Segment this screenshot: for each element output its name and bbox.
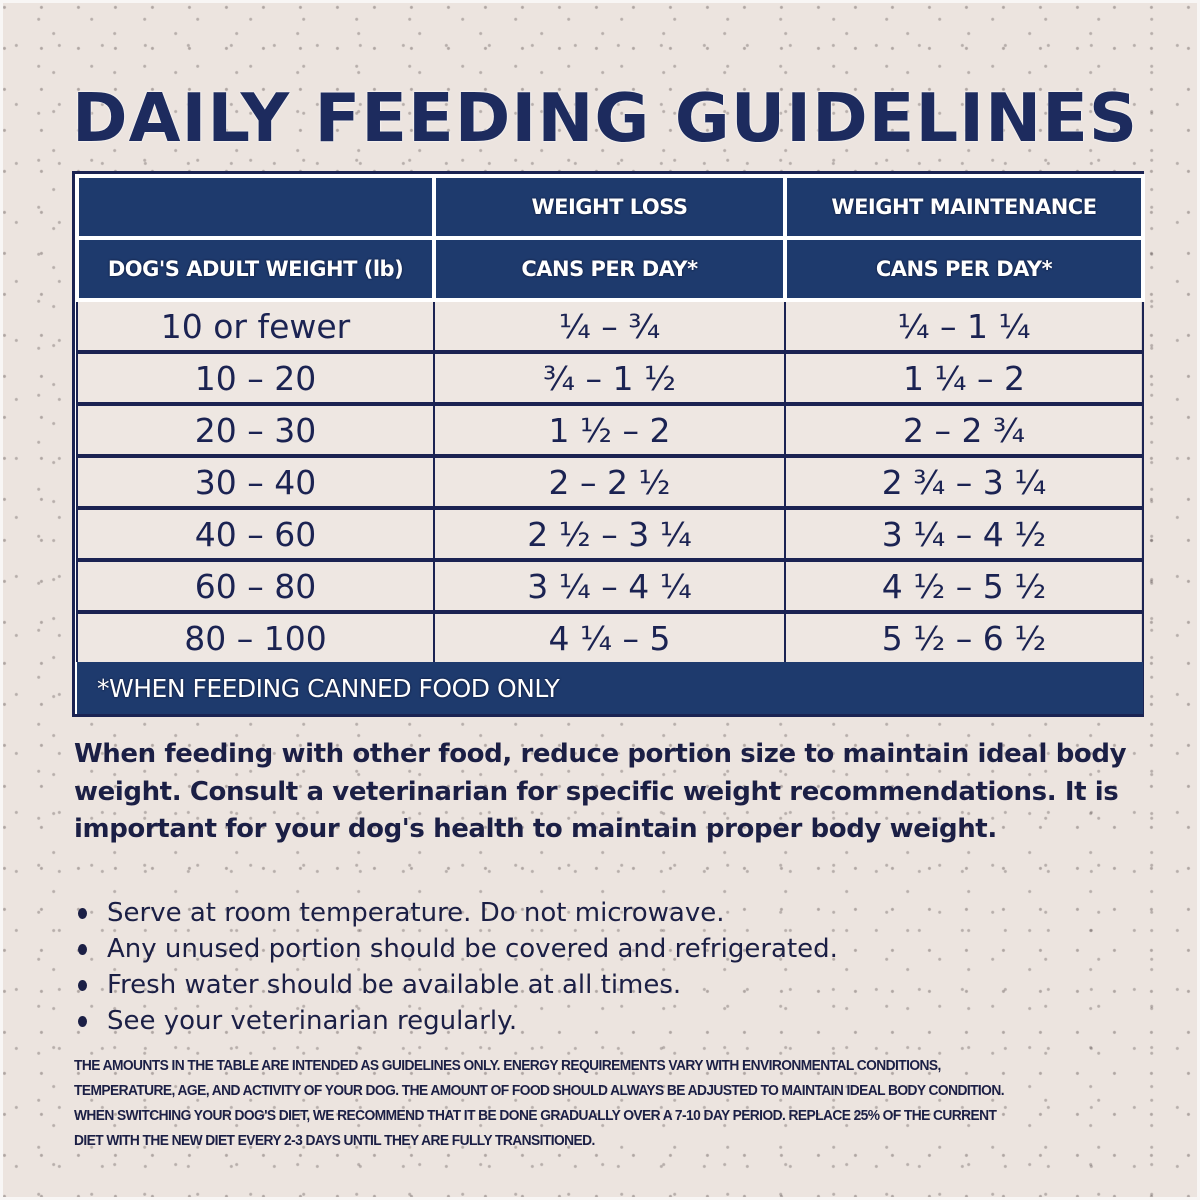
table-row (77, 508, 1143, 560)
list-item (74, 1003, 838, 1039)
weight-loss-cell: 3 ¼ – 4 ¼ (434, 560, 785, 612)
bullet-icon (78, 1016, 87, 1027)
header-cans-per-day-loss: CANS PER DAY* (434, 238, 785, 300)
disclaimer-text: THE AMOUNTS IN THE TABLE ARE INTENDED AS GUIDELINES ONLY. ENERGY REQUIREMENTS VARY WITH ENVIRONMENTAL CONDITIONS, TEMPERATURE, AGE, AND ACTIVITY OF YOUR DOG. THE AMOUNT OF FOOD SHOULD ALWAYS BE ADJUSTED TO MAINTAIN IDEAL BODY CONDITION. WHEN SWITCHING YOUR DOG'S DIET, WE RECOMMEND THAT IT BE DONE GRADUALLY OVER A 7-10 DAY PERIOD. REPLACE 25% OF THE CURRENT DIET WITH THE NEW DIET EVERY 2-3 DAYS UNTIL THEY ARE FULLY TRANSITIONED. (74, 1058, 1004, 1149)
weight-maintenance-cell: 2 ¾ – 3 ¼ (785, 456, 1143, 508)
weight-cell: 10 – 20 (77, 352, 434, 404)
bullet-icon (78, 908, 87, 919)
weight-cell: 40 – 60 (77, 508, 434, 560)
bullet-icon (78, 944, 87, 955)
table-row (77, 352, 1143, 404)
table-footnote: *WHEN FEEDING CANNED FOOD ONLY (77, 662, 1143, 714)
weight-maintenance-cell: 3 ¼ – 4 ½ (785, 508, 1143, 560)
header-weight-loss: WEIGHT LOSS (434, 176, 785, 238)
intro-paragraph: When feeding with other food, reduce portion size to maintain ideal body weight. Consult a veterinarian for specific weight recommendations. It is important for your dog's health to maintain proper body weight. (74, 739, 1127, 844)
header-dog-weight: DOG'S ADULT WEIGHT (lb) (77, 238, 434, 300)
table-row (77, 300, 1143, 352)
weight-cell: 10 or fewer (77, 300, 434, 352)
header-blank-cell (77, 176, 434, 238)
weight-loss-cell: 1 ½ – 2 (434, 404, 785, 456)
table-row (77, 404, 1143, 456)
list-item (74, 895, 838, 931)
weight-loss-cell: 4 ¼ – 5 (434, 612, 785, 662)
table-header-row (77, 176, 1143, 238)
table-row (77, 612, 1143, 662)
weight-loss-cell: ¾ – 1 ½ (434, 352, 785, 404)
bullet-icon (78, 980, 87, 991)
header-cans-per-day-maintenance: CANS PER DAY* (785, 238, 1143, 300)
page-title: DAILY FEEDING GUIDELINES (72, 79, 1139, 157)
weight-cell: 80 – 100 (77, 612, 434, 662)
header-weight-maintenance: WEIGHT MAINTENANCE (785, 176, 1143, 238)
tip-text: Serve at room temperature. Do not microwave. (107, 898, 725, 928)
weight-maintenance-cell: ¼ – 1 ¼ (785, 300, 1143, 352)
weight-loss-cell: ¼ – ¾ (434, 300, 785, 352)
weight-loss-cell: 2 ½ – 3 ¼ (434, 508, 785, 560)
weight-cell: 30 – 40 (77, 456, 434, 508)
weight-loss-cell: 2 – 2 ½ (434, 456, 785, 508)
table-row (77, 456, 1143, 508)
weight-maintenance-cell: 1 ¼ – 2 (785, 352, 1143, 404)
weight-cell: 20 – 30 (77, 404, 434, 456)
tips-list (74, 895, 838, 1039)
weight-maintenance-cell: 2 – 2 ¾ (785, 404, 1143, 456)
weight-maintenance-cell: 5 ½ – 6 ½ (785, 612, 1143, 662)
table-footnote-row (77, 662, 1143, 714)
list-item (74, 967, 838, 1003)
tip-text: Any unused portion should be covered and refrigerated. (107, 934, 838, 964)
weight-maintenance-cell: 4 ½ – 5 ½ (785, 560, 1143, 612)
weight-cell: 60 – 80 (77, 560, 434, 612)
tip-text: Fresh water should be available at all times. (107, 970, 682, 1000)
list-item (74, 931, 838, 967)
table-row (77, 560, 1143, 612)
tip-text: See your veterinarian regularly. (107, 1006, 518, 1036)
table-subheader-row (77, 238, 1143, 300)
feeding-table-container (72, 171, 1144, 717)
feeding-guidelines-table (75, 174, 1145, 714)
